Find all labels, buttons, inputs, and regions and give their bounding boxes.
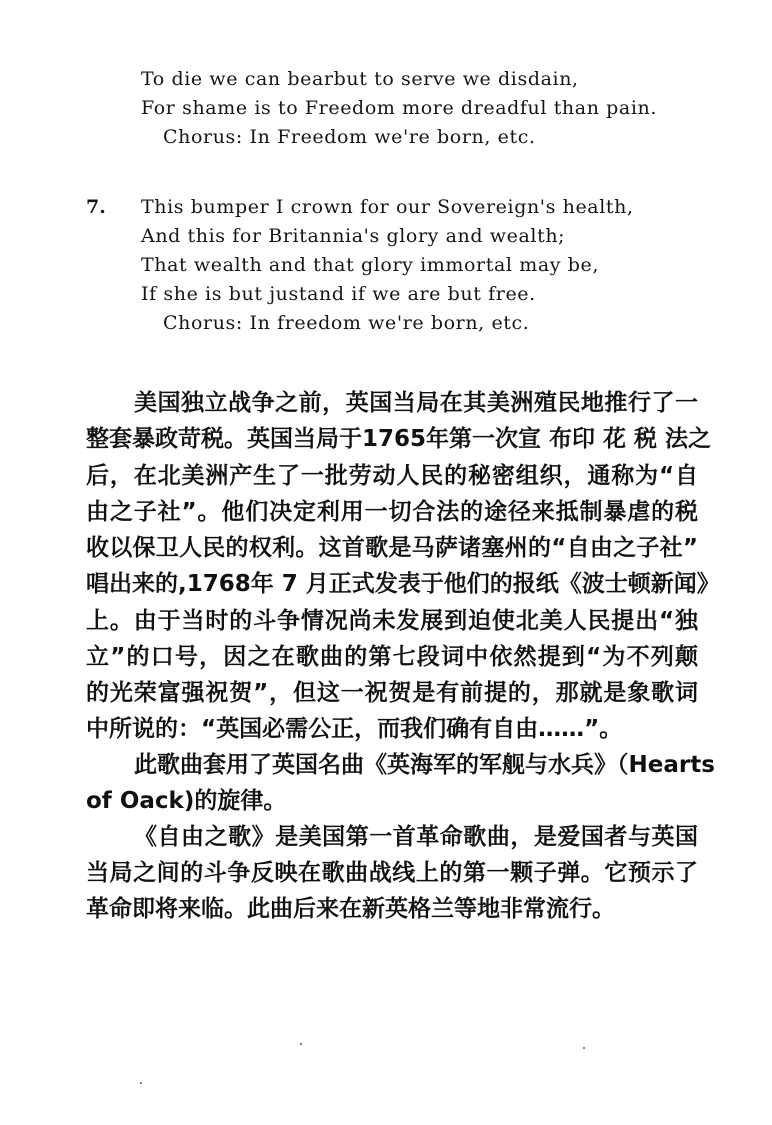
commentary-p1-line-10: 中所说的：“英国必需公正，而我们确有自由……”。	[86, 716, 623, 742]
commentary-p1-line-6: 唱出来的,1768年 7 月正式发表于他们的报纸《波士顿新闻》	[86, 571, 720, 597]
scan-speck	[140, 1082, 142, 1084]
verse-7-line-1: This bumper I crown for our Sovereign's health,	[141, 196, 634, 218]
scan-speck	[583, 1047, 585, 1049]
commentary-p1-line-1: 美国独立战争之前，英国当局在其美洲殖民地推行了一	[134, 390, 698, 416]
commentary-p3-line-3: 革命即将来临。此曲后来在新英格兰等地非常流行。	[86, 896, 615, 922]
commentary-p1-line-3: 后，在北美洲产生了一批劳动人民的秘密组织，通称为“自	[86, 463, 698, 489]
verse-7-number: 7.	[86, 196, 106, 218]
commentary-p1-line-2: 整套暴政苛税。英国当局于1765年第一次宣 布印 花 税 法之	[86, 426, 712, 452]
verse-6-line-1: To die we can bearbut to serve we disdain,	[141, 68, 579, 90]
verse-7-line-2: And this for Britannia's glory and wealth;	[141, 225, 566, 247]
verse-7-line-4: If she is but justand if we are but free.	[141, 283, 536, 305]
commentary-p2-line-1: 此歌曲套用了英国名曲《英海军的军舰与水兵》（Hearts	[134, 752, 715, 778]
commentary-p1-line-5: 收以保卫人民的权利。这首歌是马萨诸塞州的“自由之子社”	[86, 535, 698, 561]
verse-6-line-2: For shame is to Freedom more dreadful than pain.	[141, 97, 658, 119]
commentary-p1-line-7: 上。由于当时的斗争情况尚未发展到迫使北美人民提出“独	[86, 608, 698, 634]
verse-6-chorus: Chorus: In Freedom we're born, etc.	[163, 126, 536, 148]
commentary-p2-line-2: of Oack)的旋律。	[86, 788, 287, 814]
verse-7-chorus: Chorus: In freedom we're born, etc.	[163, 312, 530, 334]
commentary-p1-line-8: 立”的口号，因之在歌曲的第七段词中依然提到“为不列颠	[86, 644, 698, 670]
commentary-p1-line-4: 由之子社”。他们决定利用一切合法的途径来抵制暴虐的税	[86, 499, 698, 525]
scan-speck	[300, 1043, 302, 1045]
commentary-p3-line-2: 当局之间的斗争反映在歌曲战线上的第一颗子弹。它预示了	[86, 860, 698, 886]
verse-7-line-3: That wealth and that glory immortal may be,	[141, 254, 599, 276]
commentary-p1-line-9: 的光荣富强祝贺”，但这一祝贺是有前提的，那就是象歌词	[86, 680, 698, 706]
commentary-p3-line-1: 《自由之歌》是美国第一首革命歌曲，是爱国者与英国	[134, 824, 698, 850]
